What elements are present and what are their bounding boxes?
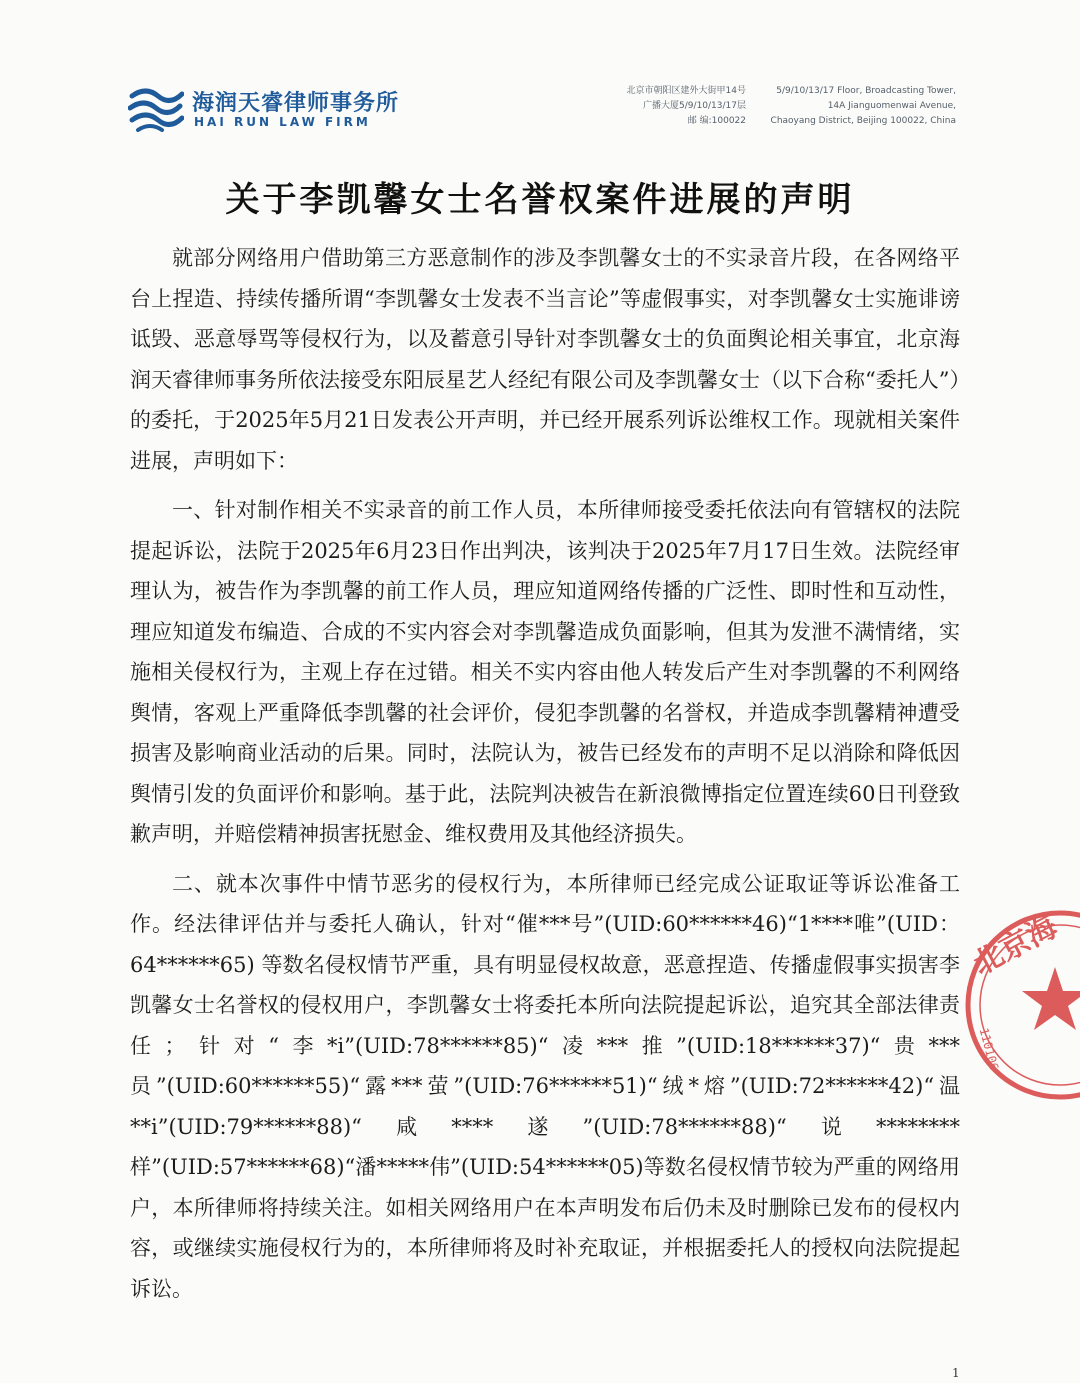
paragraph-two: 二、就本次事件中情节恶劣的侵权行为，本所律师已经完成公证取证等诉讼准备工作。经法律评估并与委托人确认，针对“催***号”(UID:60******46)“1****唯”(UID：64******65) 等数名侵权情节严重，具有明显侵权故意，恶意捏造、传播虚假事实损害李凯馨女士名誉权的侵权用户，李凯馨女士将委托本所向法院提起诉讼，追究其全部法律责任；针对“李*i”(UID:78******85)“凌***推”(UID:18******37)“贵***员”(UID:60******55)“露***萤”(UID:76******51)“绒*熔”(UID:72******42)“温**i”(UID:79******88)“咸****遂”(UID:78******88)“说********样”(UID:57******68)“潘*****伟”(UID:54******05)等数名侵权情节较为严重的网络用户，本所律师将持续关注。如相关网络用户在本声明发布后仍未及时删除已发布的侵权内容，或继续实施侵权行为的，本所律师将及时补充取证，并根据委托人的授权向法院提起诉讼。: [130, 871, 960, 1301]
document-body: [130, 238, 960, 1309]
letterhead: [0, 60, 1080, 150]
address-en-line: 14A Jianguomenwai Avenue,: [827, 101, 956, 111]
document-title: 关于李凯馨女士名誉权案件进展的声明: [225, 180, 855, 220]
address-cn-line: 广播大厦5/9/10/13/17层: [643, 101, 746, 111]
paragraph-one: 一、针对制作相关不实录音的前工作人员，本所律师接受委托依法向有管辖权的法院提起诉讼，法院于2025年6月23日作出判决，该判决于2025年7月17日生效。法院经审理认为，被告作为李凯馨的前工作人员，理应知道网络传播的广泛性、即时性和互动性，理应知道发布编造、合成的不实内容会对李凯馨造成负面影响，但其为发泄不满情绪，实施相关侵权行为，主观上存在过错。相关不实内容由他人转发后产生对李凯馨的不利网络舆情，客观上严重降低李凯馨的社会评价，侵犯李凯馨的名誉权，并造成李凯馨精神遭受损害及影响商业活动的后果。同时，法院认为，被告已经发布的声明不足以消除和降低因舆情引发的负面评价和影响。基于此，法院判决被告在新浪微博指定位置连续60日刊登致歉声明，并赔偿精神损害抚慰金、维权费用及其他经济损失。: [130, 498, 960, 846]
address-cn: [560, 84, 746, 129]
seal-text: 北京海: [967, 909, 1064, 983]
paragraph-intro: 就部分网络用户借助第三方恶意制作的涉及李凯馨女士的不实录音片段，在各网络平台上捏造、持续传播所谓“李凯馨女士发表不当言论”等虚假事实，对李凯馨女士实施诽谤诋毁、恶意辱骂等侵权行为，以及蓄意引导针对李凯馨女士的负面舆论相关事宜，北京海润天睿律师事务所依法接受东阳辰星艺人经纪有限公司及李凯馨女士（以下合称“委托人”）的委托，于2025年5月21日发表公开声明，并已经开展系列诉讼维权工作。现就相关案件进展，声明如下：: [130, 246, 960, 473]
page-number: 1: [952, 1366, 960, 1380]
seal-number: 110106: [976, 1026, 1002, 1072]
firm-name-en: HAI RUN LAW FIRM: [194, 115, 371, 129]
address-en-line: 5/9/10/13/17 Floor, Broadcasting Tower,: [776, 86, 956, 96]
address-cn-line: 北京市朝阳区建外大街甲14号: [626, 86, 746, 96]
waves-logo-icon: [128, 84, 184, 134]
firm-name-cn: 海润天睿律师事务所: [192, 91, 400, 116]
address-cn-line: 邮 编:100022: [687, 116, 746, 126]
official-seal-icon: [955, 895, 1080, 1115]
address-en: [756, 84, 956, 129]
address-en-line: Chaoyang District, Beijing 100022, China: [770, 116, 956, 126]
